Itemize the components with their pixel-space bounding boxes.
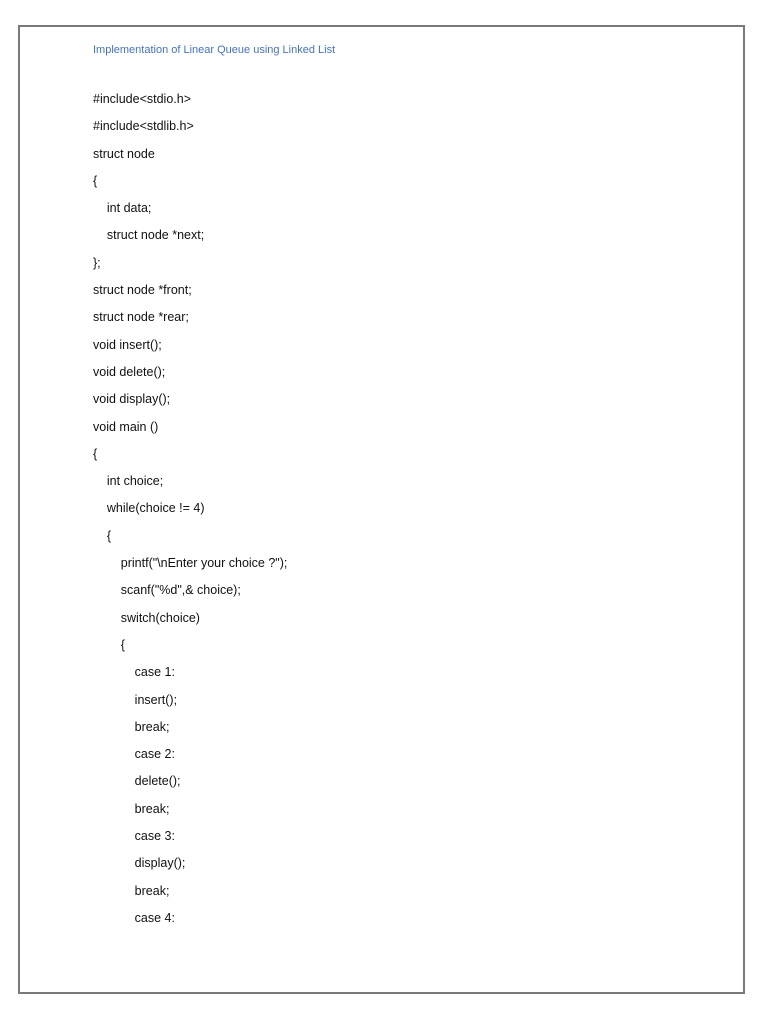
code-line: case 4: <box>93 910 175 925</box>
code-line: break; <box>93 883 170 898</box>
code-line: switch(choice) <box>93 610 200 625</box>
code-line: delete(); <box>93 774 181 789</box>
code-line: void insert(); <box>93 337 162 352</box>
code-line: void display(); <box>93 392 171 407</box>
code-listing <box>93 86 287 932</box>
code-line: { <box>93 528 112 543</box>
code-line: }; <box>93 255 101 270</box>
code-line: break; <box>93 719 170 734</box>
code-line: while(choice != 4) <box>93 501 205 516</box>
code-line: #include<stdio.h> <box>93 92 191 106</box>
code-line: scanf("%d",& choice); <box>93 583 241 598</box>
document-header: Implementation of Linear Queue using Linked List <box>93 44 336 56</box>
code-line: void main () <box>93 419 159 434</box>
code-line: printf("\nEnter your choice ?"); <box>93 556 288 571</box>
code-line: struct node *front; <box>93 283 192 298</box>
code-line: void delete(); <box>93 364 166 379</box>
code-line: { <box>93 173 98 188</box>
code-line: case 1: <box>93 665 175 680</box>
code-line: case 3: <box>93 829 175 844</box>
code-line: { <box>93 637 125 652</box>
code-line: #include<stdlib.h> <box>93 119 194 134</box>
code-line: struct node *rear; <box>93 310 189 325</box>
code-line: struct node *next; <box>93 228 205 243</box>
code-line: display(); <box>93 856 186 871</box>
code-line: { <box>93 446 98 461</box>
code-line: case 2: <box>93 747 175 762</box>
document-page <box>18 25 745 994</box>
code-line: break; <box>93 801 170 816</box>
code-line: int choice; <box>93 474 164 489</box>
code-line: struct node <box>93 146 155 161</box>
code-line: insert(); <box>93 692 178 707</box>
code-line: int data; <box>93 201 152 216</box>
